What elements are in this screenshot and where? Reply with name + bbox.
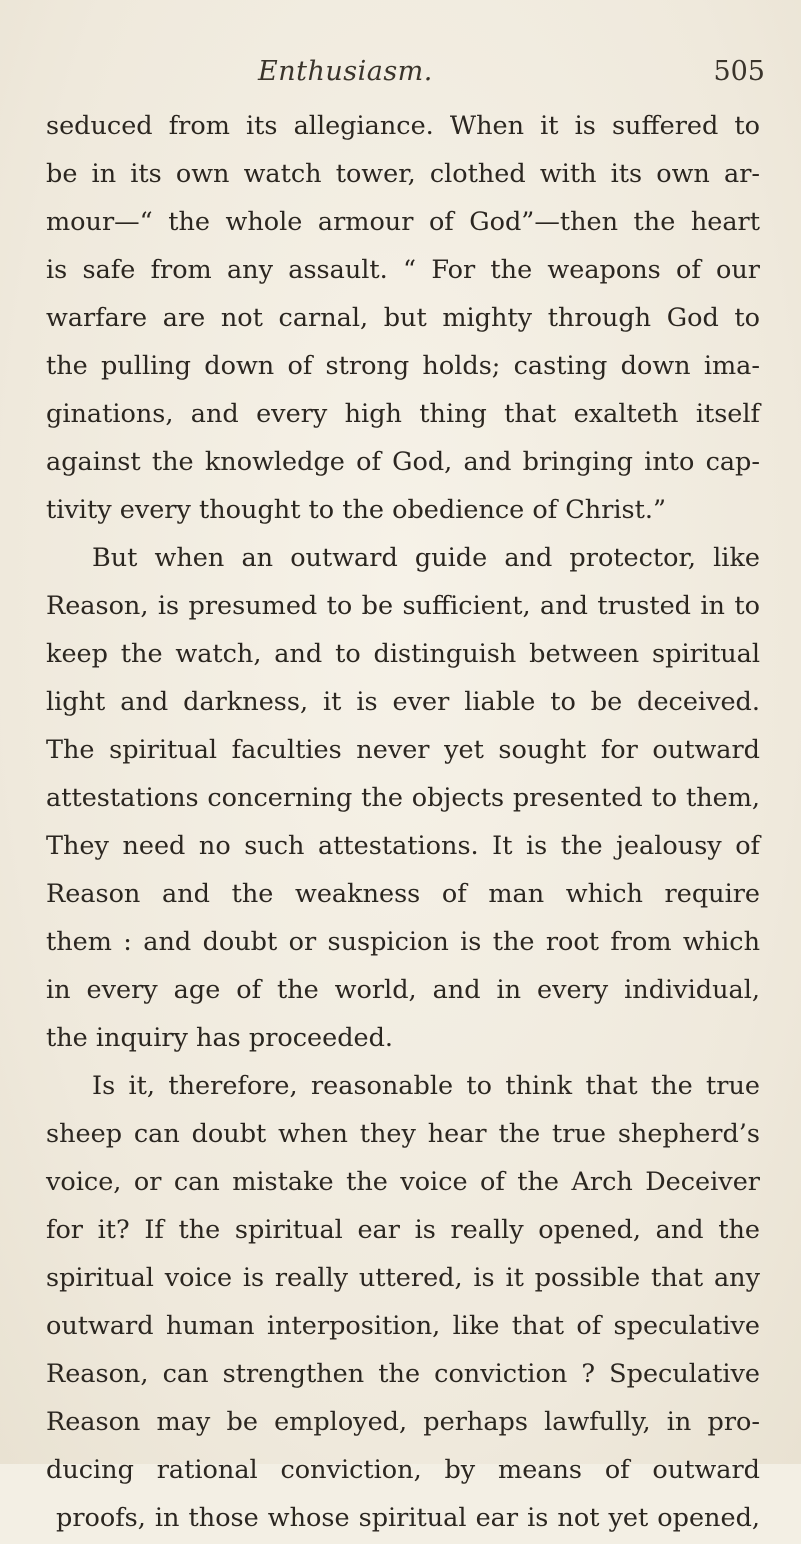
text-line: sheep can doubt when they hear the true shepherd’s — [46, 1119, 760, 1149]
text-line: keep the watch, and to distinguish between spiritual — [46, 639, 760, 669]
text-line: outward human interposition, like that of speculative — [46, 1311, 760, 1341]
text-line: Reason and the weakness of man which require — [46, 879, 760, 909]
text-line: Reason, can strengthen the conviction ? Speculative — [46, 1359, 760, 1389]
text-line: light and darkness, it is ever liable to be deceived. — [46, 687, 760, 717]
text-line: the inquiry has proceeded. — [46, 1023, 394, 1053]
text-line: Is it, therefore, reasonable to think that the true — [92, 1071, 760, 1101]
text-line: in every age of the world, and in every individual, — [46, 975, 760, 1005]
text-line: ginations, and every high thing that exalteth itself — [46, 399, 760, 429]
text-line: is safe from any assault. “ For the weapons of our — [46, 255, 760, 285]
text-line: tivity every thought to the obedience of Christ.” — [46, 495, 667, 525]
text-line: Reason may be employed, perhaps lawfully, in pro- — [46, 1407, 760, 1437]
text-line: spiritual voice is really uttered, is it possible that any — [46, 1263, 760, 1293]
text-line: But when an outward guide and protector, like — [92, 543, 760, 573]
text-line: warfare are not carnal, but mighty through God to — [46, 303, 760, 333]
text-line: attestations concerning the objects presented to them, — [46, 783, 760, 813]
text-line: seduced from its allegiance. When it is suffered to — [46, 111, 760, 141]
text-line: proofs, in those whose spiritual ear is not yet opened, — [56, 1503, 760, 1533]
text-line: voice, or can mistake the voice of the Arch Deceiver — [46, 1167, 760, 1197]
running-head: Enthusiasm. — [258, 56, 433, 87]
text-line: Reason, is presumed to be sufficient, and trusted in to — [46, 591, 760, 621]
text-line: against the knowledge of God, and bringing into cap- — [46, 447, 760, 477]
text-line: ducing rational conviction, by means of outward — [46, 1455, 760, 1485]
text-line: mour—“ the whole armour of God”—then the heart — [46, 207, 760, 237]
text-line: the pulling down of strong holds; casting down ima- — [46, 351, 760, 381]
text-line: them : and doubt or suspicion is the root from which — [46, 927, 760, 957]
text-line: for it? If the spiritual ear is really opened, and the — [46, 1215, 760, 1245]
text-line: They need no such attestations. It is the jealousy of — [46, 831, 760, 861]
page-header — [0, 54, 801, 94]
text-line: The spiritual faculties never yet sought for outward — [46, 735, 760, 765]
text-line: be in its own watch tower, clothed with its own ar- — [46, 159, 760, 189]
page-number: 505 — [713, 56, 765, 87]
